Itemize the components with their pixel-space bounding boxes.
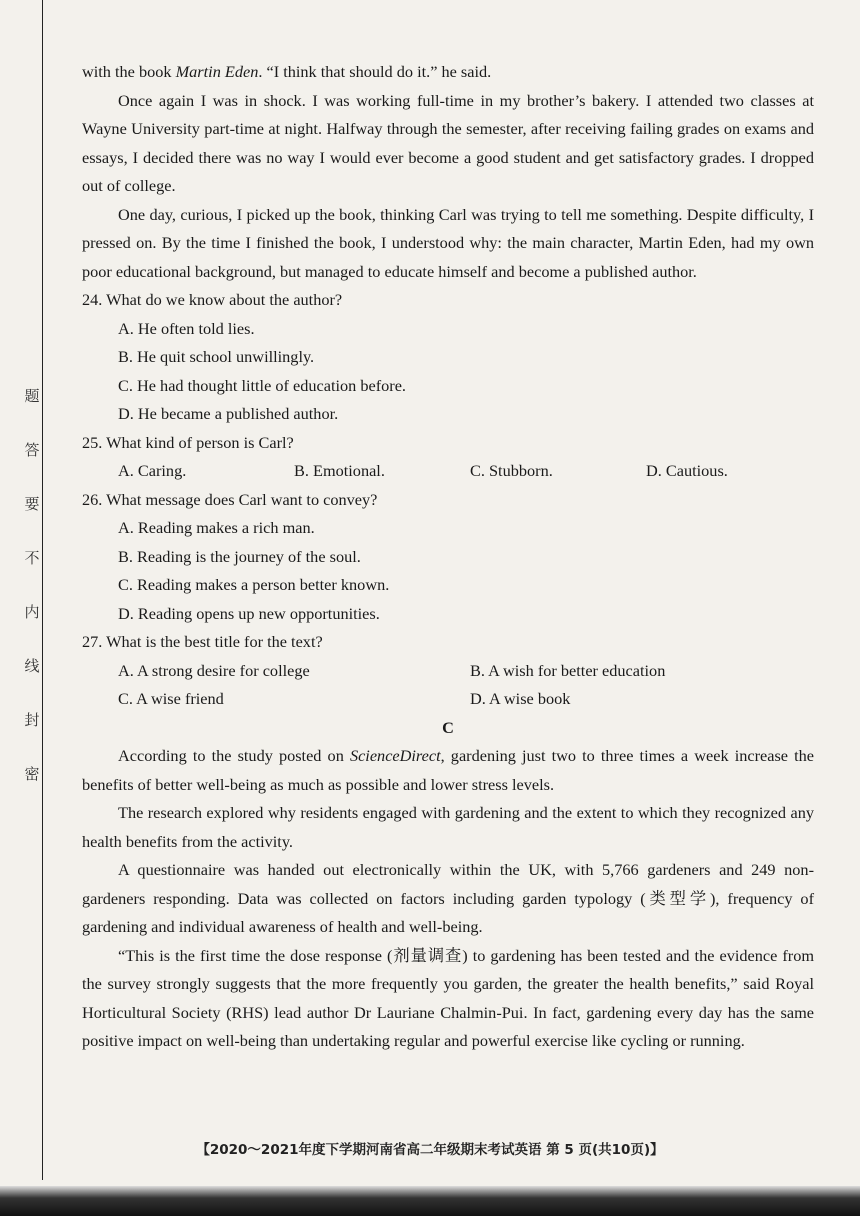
book-title: Martin Eden (175, 62, 259, 81)
page-footer: 【2020～2021年度下学期河南省高二年级期末考试英语 第 5 页(共10页)】 (196, 1142, 664, 1158)
exam-page-content (82, 58, 814, 1056)
question-stem: 27. What is the best title for the text? (82, 632, 323, 651)
seal-notice-char: 内 (24, 603, 40, 621)
passage-b-paragraph-3: One day, curious, I picked up the book, thinking Carl was trying to tell me something. Despite difficulty, I pressed on. By the time I finished the book, I understood why: the main character, Martin Eden, had my own poor educational background, but managed to educate himself and become a published author. (82, 204, 814, 281)
options-row (82, 657, 814, 686)
option-b: B. Reading is the journey of the soul. (118, 546, 361, 566)
option-c: C. A wise friend (118, 689, 224, 708)
option-c: C. He had thought little of education before. (118, 375, 407, 395)
passage-b-paragraph-2: Once again I was in shock. I was working full-time in my brother’s bakery. I attended two classes at Wayne University part-time at night. Halfway through the semester, after receiving failing grades on exams and essays, I decided there was no way I would ever become a good student and get satisfactory grades. I dropped out of college. (82, 90, 814, 195)
passage-c-paragraph-2: The research explored why residents engaged with gardening and the extent to which they recognized any health benefits from the activity. (82, 803, 814, 851)
text-run: According to the study posted on (118, 746, 350, 765)
passage-b-continuation (82, 58, 814, 87)
seal-notice-char: 题 (24, 387, 40, 405)
text-run: . “I think that should do it.” he said. (258, 62, 492, 81)
question-stem: 26. What message does Carl want to convey? (82, 489, 378, 509)
option-b: B. Emotional. (294, 461, 385, 480)
source-title: ScienceDirect (349, 746, 441, 765)
scan-edge-shadow (0, 1186, 860, 1216)
question-24 (82, 286, 814, 429)
passage-c-paragraph-4: “This is the first time the dose response (剂量调查) to gardening has been tested and the evidence from the survey strongly suggests that the more frequently you garden, the greater the health benefits,” said Royal Horticultural Society (RHS) lead author Dr Lauriane Chalmin-Pui. In fact, gardening every day has the same positive impact on well-being than undertaking regular and powerful exercise like cycling or running. (82, 945, 814, 1050)
binding-margin-line (42, 0, 43, 1180)
passage-c-paragraph-3: A questionnaire was handed out electronically within the UK, with 5,766 gardeners and 249 non-gardeners responding. Data was collected on factors including garden typology (类型学), frequency of gardening and individual awareness of health and well-being. (82, 860, 814, 936)
text-run: with the book (82, 62, 176, 81)
passage-c-paragraph-1 (82, 742, 814, 799)
text-run: , gardening just two to three times a week increase the benefits of better well-being as much as possible and lower stress levels. (82, 746, 815, 794)
option-c: C. Reading makes a person better known. (118, 575, 390, 594)
seal-notice-char: 封 (24, 711, 40, 729)
seal-notice-char: 要 (24, 495, 40, 513)
option-d: D. A wise book (470, 689, 571, 708)
option-d: D. Reading opens up new opportunities. (118, 603, 380, 623)
option-a: A. A strong desire for college (118, 660, 310, 680)
option-b: B. A wish for better education (470, 660, 666, 680)
options-row (82, 457, 814, 486)
seal-notice-char: 不 (24, 549, 40, 567)
seal-line-notice (22, 385, 42, 817)
seal-notice-char: 答 (24, 441, 40, 459)
question-stem: 25. What kind of person is Carl? (82, 432, 294, 452)
seal-notice-char: 密 (24, 765, 40, 783)
question-27 (82, 628, 814, 714)
question-stem: 24. What do we know about the author? (82, 290, 343, 309)
option-a: A. Reading makes a rich man. (118, 518, 315, 537)
option-a: A. Caring. (118, 461, 187, 480)
option-c: C. Stubborn. (470, 461, 553, 480)
option-b: B. He quit school unwillingly. (118, 347, 315, 366)
option-d: D. Cautious. (646, 461, 728, 480)
option-a: A. He often told lies. (118, 318, 255, 338)
question-25 (82, 429, 814, 486)
seal-notice-char: 线 (24, 657, 40, 675)
options-row (82, 685, 814, 714)
section-heading: C (442, 717, 454, 737)
option-d: D. He became a published author. (118, 404, 339, 423)
question-26 (82, 486, 814, 629)
